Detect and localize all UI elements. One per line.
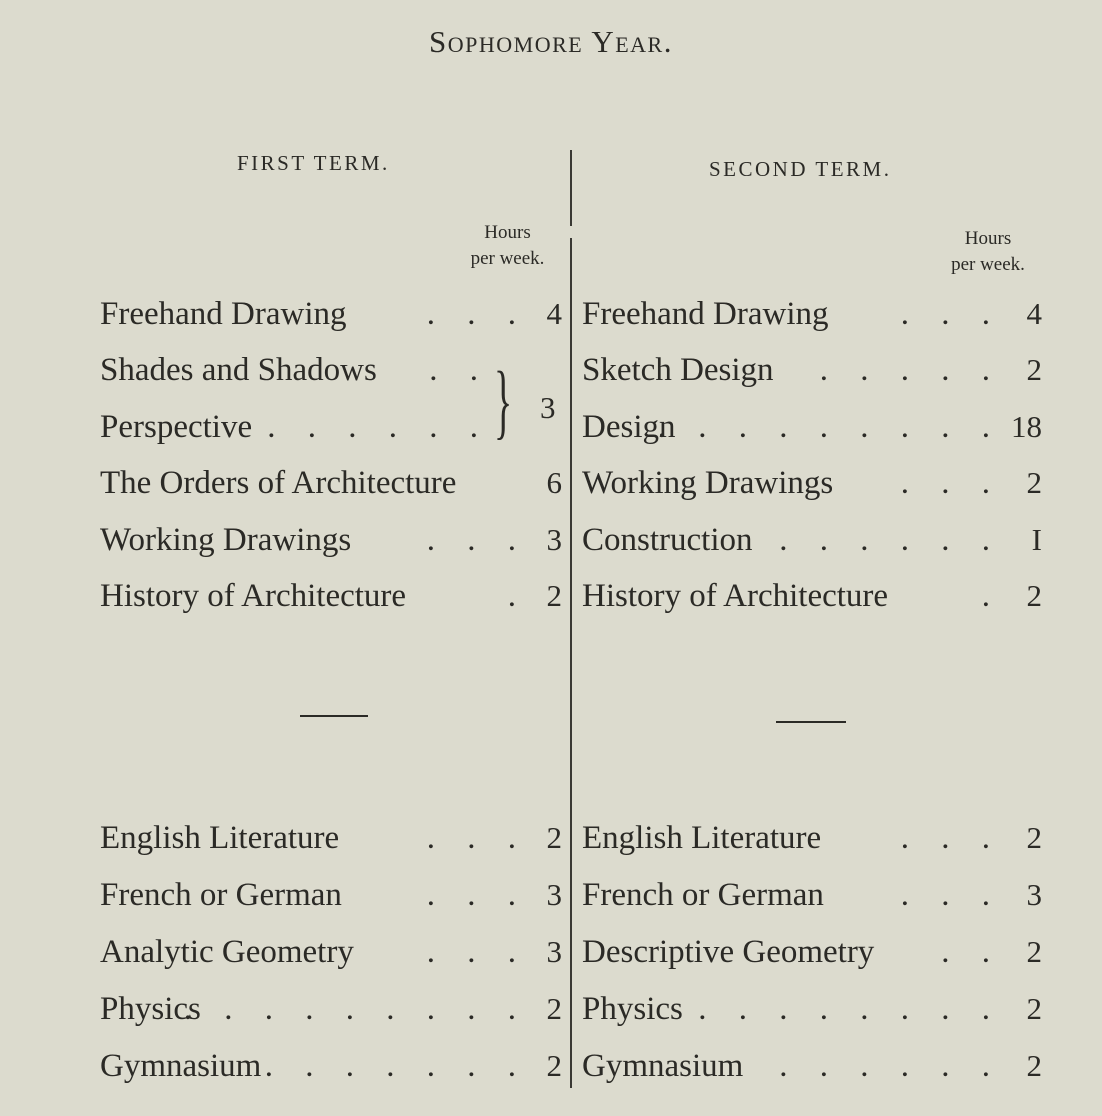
column-divider-top — [570, 150, 572, 226]
course-subject: Freehand Drawing — [100, 296, 347, 332]
dot-leader: . . . — [426, 522, 528, 558]
course-hours: I — [1031, 522, 1042, 557]
course-hours: 3 — [546, 877, 562, 912]
dot-leader: . . . . . . — [779, 522, 1002, 558]
dot-leader: . . . — [900, 296, 1002, 332]
course-row — [582, 296, 1042, 348]
course-row — [100, 877, 562, 929]
dot-leader: . . — [429, 352, 490, 388]
course-subject: Working Drawings — [100, 522, 352, 558]
page-title: Sophomore Year. — [429, 24, 673, 59]
per-week-label: per week. — [470, 248, 545, 269]
course-hours: 6 — [546, 465, 562, 500]
course-row — [100, 296, 562, 348]
course-row — [582, 352, 1042, 404]
hours-label: Hours — [484, 222, 531, 243]
course-row — [100, 1048, 562, 1100]
course-hours: 4 — [546, 296, 562, 331]
course-row — [582, 991, 1042, 1043]
course-subject: History of Architecture — [100, 578, 407, 614]
course-subject: Gymnasium — [100, 1048, 262, 1084]
course-row — [582, 409, 1042, 461]
course-subject: Working Drawings — [582, 465, 834, 501]
course-row — [100, 578, 562, 630]
course-subject: Physics — [582, 991, 683, 1027]
dot-leader: . . . . . . — [779, 1048, 1002, 1084]
course-row — [582, 934, 1042, 986]
dot-leader: . . . . . . . — [264, 1048, 528, 1084]
dot-leader: . . . . . . . . — [698, 991, 1002, 1027]
dot-leader: . . . — [426, 934, 528, 970]
dot-leader: . — [981, 578, 1002, 614]
course-subject: English Literature — [582, 820, 822, 856]
dot-leader: . . . — [900, 820, 1002, 856]
course-row — [100, 522, 562, 574]
course-hours: 18 — [1011, 409, 1042, 444]
dot-leader: . . . . . — [819, 352, 1002, 388]
course-subject: French or German — [582, 877, 824, 913]
course-row — [100, 352, 562, 404]
course-hours: 2 — [1026, 1048, 1042, 1083]
course-row — [100, 465, 562, 517]
course-row — [100, 934, 562, 986]
course-row — [582, 522, 1042, 574]
course-hours: 2 — [1026, 352, 1042, 387]
course-row — [582, 820, 1042, 872]
course-hours: 3 — [546, 934, 562, 969]
course-subject: Descriptive Geometry — [582, 934, 875, 970]
course-subject: Analytic Geometry — [100, 934, 354, 970]
dot-leader: . . . . . . — [267, 409, 490, 445]
dot-leader: . . . — [426, 296, 528, 332]
brace-hours: 3 — [540, 390, 556, 425]
course-subject: Shades and Shadows — [100, 352, 377, 388]
course-hours: 4 — [1026, 296, 1042, 331]
dot-leader: . . . — [426, 820, 528, 856]
course-row — [100, 409, 562, 461]
section-rule-right — [776, 721, 846, 723]
course-hours: 2 — [1026, 991, 1042, 1026]
first-term-heading: FIRST TERM. — [237, 151, 390, 175]
course-row — [582, 578, 1042, 630]
column-divider — [570, 238, 572, 1088]
course-subject: The Orders of Architecture — [100, 465, 457, 501]
dot-leader: . . . — [900, 465, 1002, 501]
dot-leader: . . — [941, 934, 1002, 970]
course-subject: Design — [582, 409, 676, 445]
dot-leader: . . . . . . . . . — [657, 409, 1002, 445]
first-term-hours-header — [450, 220, 565, 272]
course-subject: Physics — [100, 991, 201, 1027]
course-subject: Gymnasium — [582, 1048, 744, 1084]
brace-symbol: } — [494, 355, 513, 448]
course-subject: Perspective — [100, 409, 253, 445]
course-row — [582, 877, 1042, 929]
course-hours: 3 — [1026, 877, 1042, 912]
course-subject: Freehand Drawing — [582, 296, 829, 332]
course-subject: English Literature — [100, 820, 340, 856]
second-term-hours-header — [928, 226, 1048, 278]
dot-leader: . . . — [900, 877, 1002, 913]
course-hours: 2 — [546, 991, 562, 1026]
course-subject: History of Architecture — [582, 578, 889, 614]
course-subject: Construction — [582, 522, 753, 558]
course-hours: 2 — [546, 1048, 562, 1083]
dot-leader: . — [507, 578, 528, 614]
course-row — [100, 820, 562, 872]
course-row — [582, 465, 1042, 517]
section-rule-left — [300, 715, 368, 717]
course-hours: 3 — [546, 522, 562, 557]
course-hours: 2 — [1026, 578, 1042, 613]
course-hours: 2 — [1026, 465, 1042, 500]
dot-leader: . . . . . . . . . — [183, 991, 528, 1027]
course-hours: 2 — [1026, 934, 1042, 969]
course-hours: 2 — [546, 820, 562, 855]
course-hours: 2 — [1026, 820, 1042, 855]
course-row — [100, 991, 562, 1043]
course-subject: Sketch Design — [582, 352, 774, 388]
second-term-heading: SECOND TERM. — [709, 157, 892, 181]
per-week-label: per week. — [951, 254, 1025, 275]
course-subject: French or German — [100, 877, 342, 913]
course-row — [582, 1048, 1042, 1100]
course-hours: 2 — [546, 578, 562, 613]
dot-leader: . . . — [426, 877, 528, 913]
hours-label: Hours — [964, 228, 1012, 249]
